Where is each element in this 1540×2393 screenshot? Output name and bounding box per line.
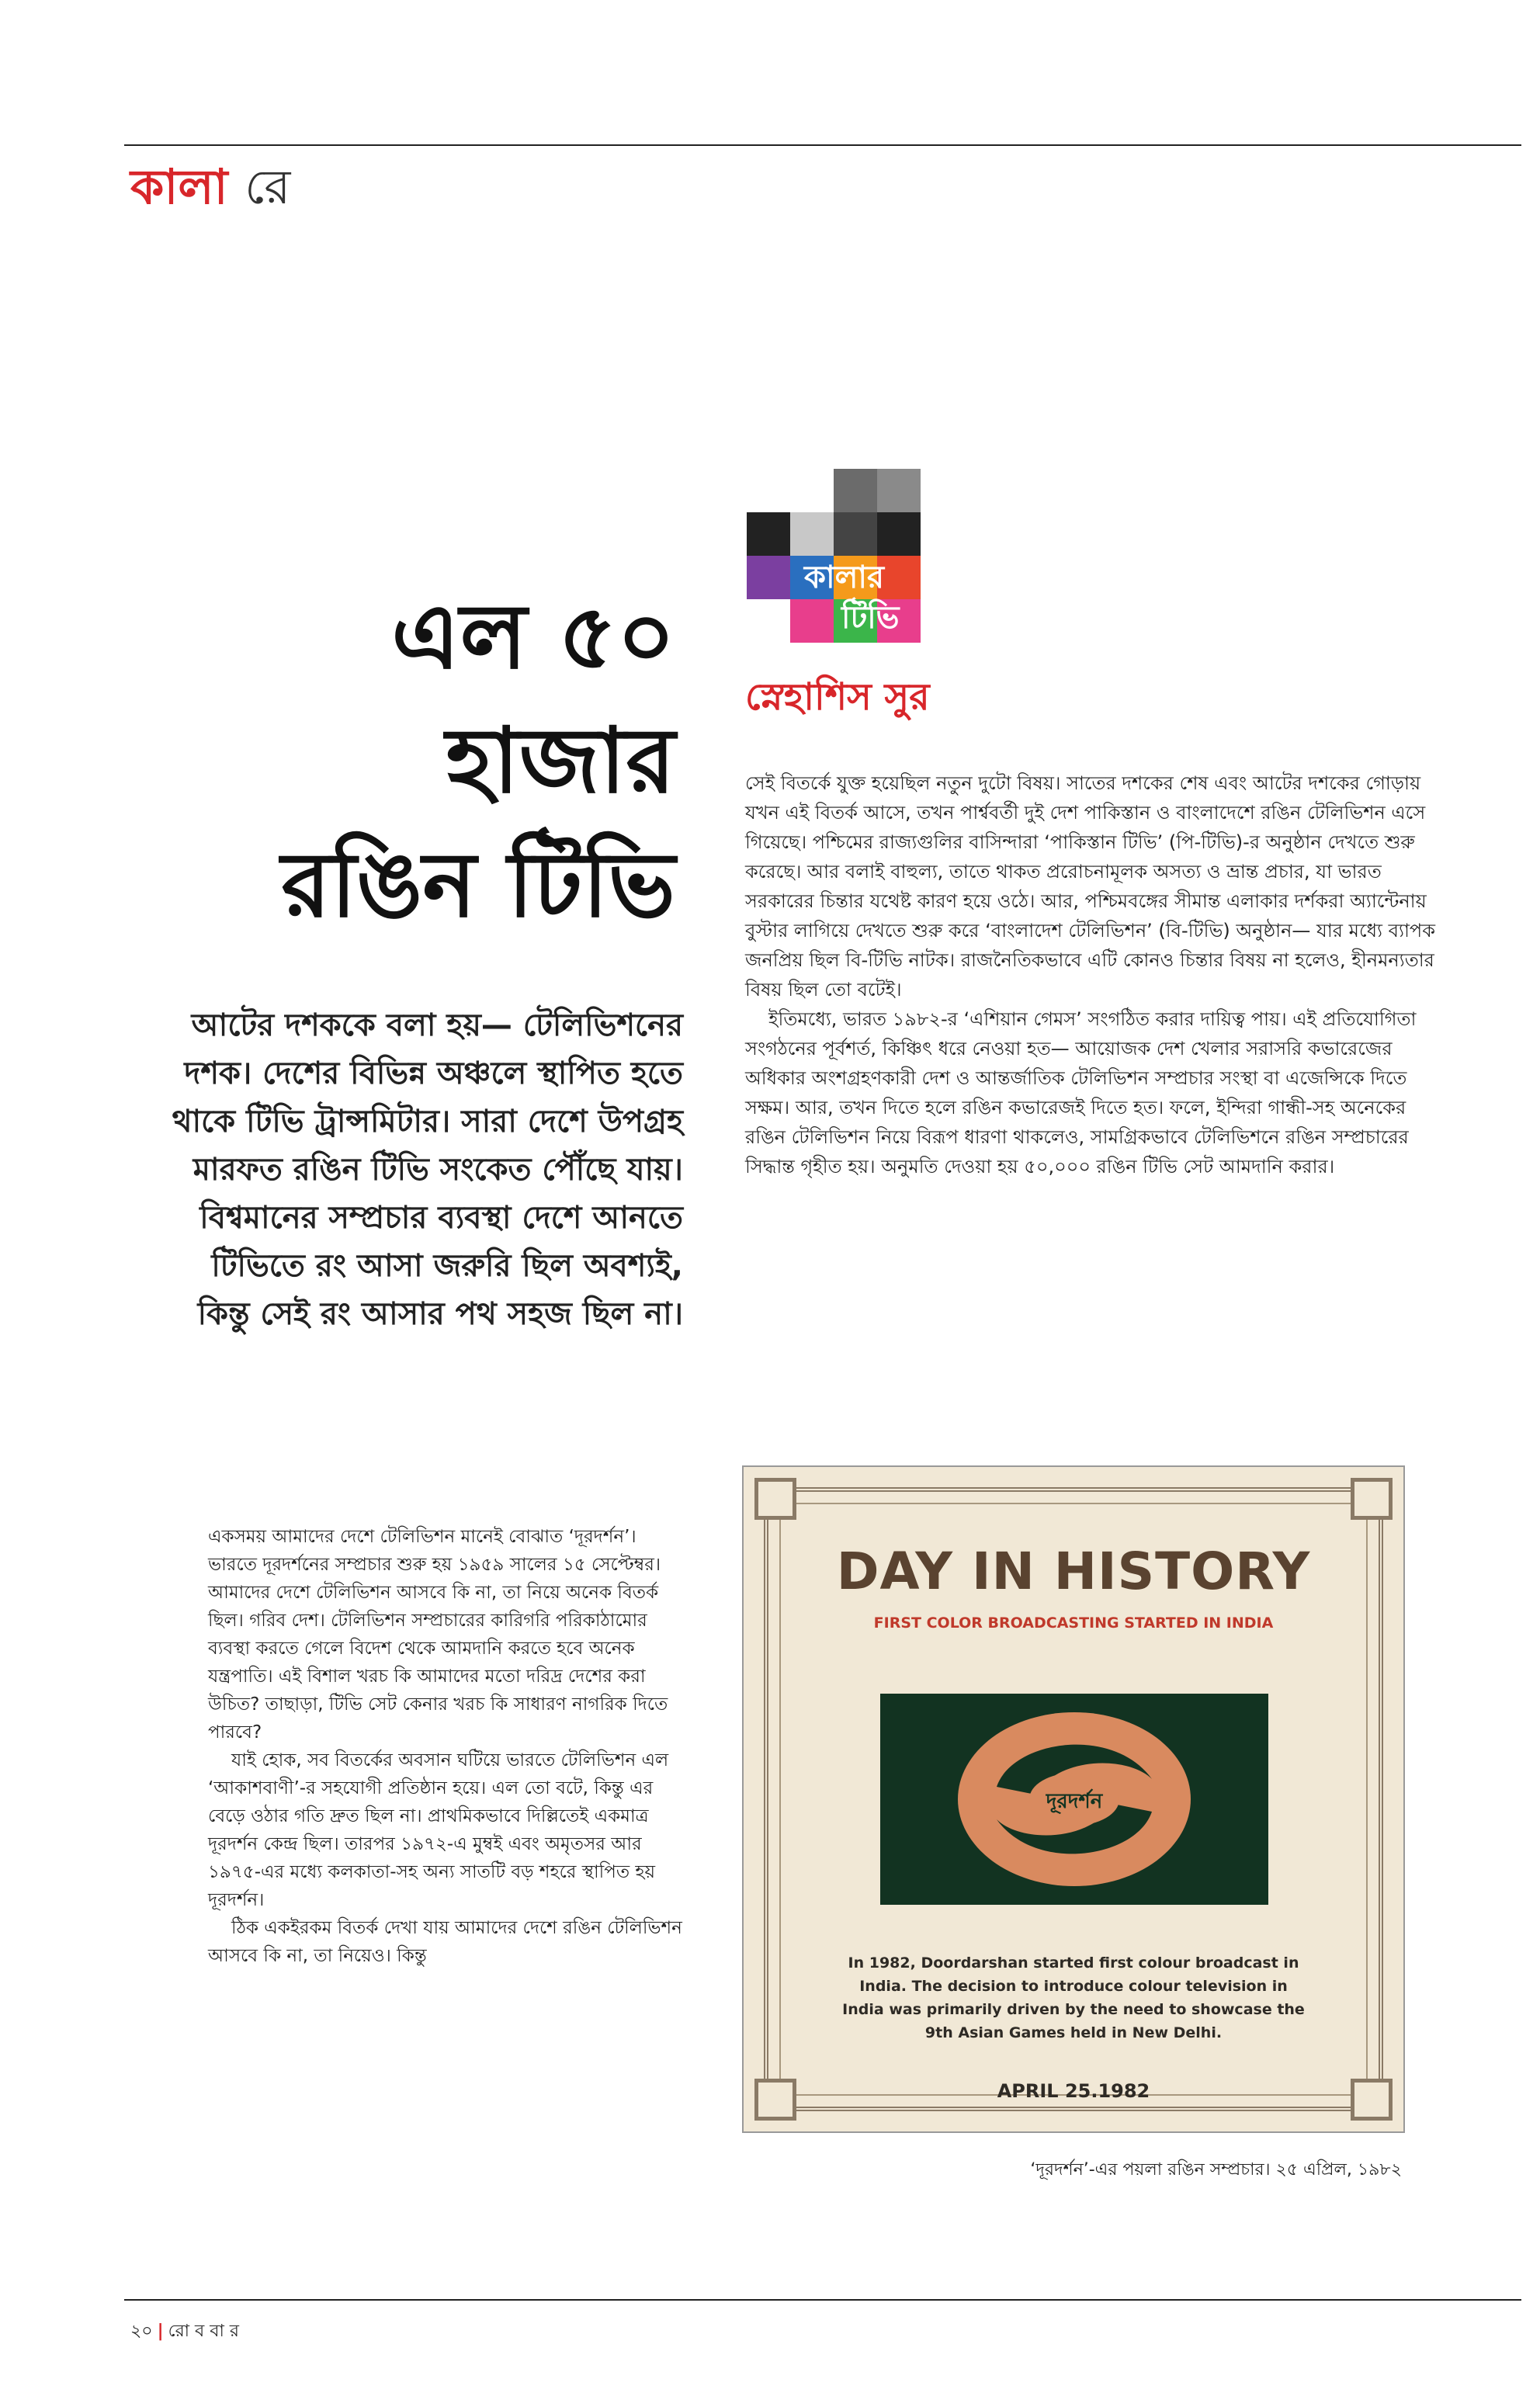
image-subtitle: FIRST COLOR BROADCASTING STARTED IN INDIA [873,1614,1274,1632]
paragraph: সেই বিতর্কে যুক্ত হয়েছিল নতুন দুটো বিষয়। সাতের দশকের শেষ এবং আটের দশকের গোড়ায় যখন এই বিতর্ক আসে, তখন পার্শ্ববর্তী দুই দেশ পাকিস্তান ও বাংলাদেশে রঙিন টেলিভিশন এসে গিয়েছে। পশ্চিমের রাজ্যগুলির বাসিন্দারা ‘পাকিস্তান টিভি’ (পি-টিভি)-র অনুষ্ঠান দেখতে শুরু করেছে। আর বলাই বাহুল্য, তাতে থাকত প্ররোচনামূলক অসত্য ও ভ্রান্ত প্রচার, যা ভারত সরকারের চিন্তার যথেষ্ট কারণ হয়ে ওঠে। আর, পশ্চিমবঙ্গের সীমান্ত এলাকার দর্শকরা অ্যান্টেনায় বুস্টার লাগিয়ে দেখতে শুরু করে ‘বাংলাদেশ টেলিভিশন’ (বি-টিভি) অনুষ্ঠান— যার মধ্যে ব্যাপক জনপ্রিয় ছিল বি-টিভি নাটক। রাজনৈতিকভাবে এটি কোনও চিন্তার বিষয় না হলেও, হীনমন্যতার বিষয় ছিল তো বটেই। [745,772,1436,1001]
corner-ornament [1351,1478,1393,1520]
headline-line: রঙিন টিভি [281,832,675,938]
headline-line: এল ৫০ [391,584,675,689]
byline: স্নেহাশিস সুর [745,675,930,719]
section-label: কালা রে [130,158,291,215]
bottom-rule [124,2299,1521,2301]
paragraph: একসময় আমাদের দেশে টেলিভিশন মানেই বোঝাত ‘দূরদর্শন’। ভারতে দূরদর্শনের সম্প্রচার শুরু হয় ১৯৫৯ সালের ১৫ সেপ্টেম্বর। আমাদের দেশে টেলিভিশন আসবে কি না, তা নিয়ে অনেক বিতর্ক ছিল। গরিব দেশ। টেলিভিশন সম্প্রচারের কারিগরি পরিকাঠামোর ব্যবস্থা করতে গেলে বিদেশ থেকে আমদানি করতে হবে অনেক যন্ত্রপাতি। এই বিশাল খরচ কি আমাদের মতো দরিদ্র দেশের করা উচিত? তাছাড়া, টিভি সেট কেনার খরচ কি সাধারণ নাগরিক দিতে পারবে? [208,1527,668,1743]
folio [130,2318,239,2346]
folio-separator: | [157,2322,164,2341]
headline [85,574,675,947]
headline-line: হাজার [446,708,675,813]
top-rule [124,144,1521,146]
doordarshan-logo-still [880,1694,1268,1905]
page-number: ২০ [130,2322,153,2341]
paragraph: যাই হোক, সব বিতর্কের অবসান ঘটিয়ে ভারতে টেলিভিশন এল ‘আকাশবাণী’-র সহযোগী প্রতিষ্ঠান হয়ে। এল তো বটে, কিন্তু এর বেড়ে ওঠার গতি দ্রুত ছিল না। প্রাথমিকভাবে দিল্লিতেই একমাত্র দূরদর্শন কেন্দ্র ছিল। তারপর ১৯৭২-এ মুম্বই এবং অমৃতসর আর ১৯৭৫-এর মধ্যে কলকাতা-সহ অন্য সাতটি বড় শহরে স্থাপিত হয় দূরদর্শন। [208,1750,669,1910]
photo-caption: ‘দূরদর্শন’-এর পয়লা রঙিন সম্প্রচার। ২৫ এপ্রিল, ১৯৮২ [1030,2160,1402,2180]
body-text-right [745,768,1444,1181]
image-title: DAY IN HISTORY [836,1542,1311,1601]
logo-line-1: কালার [804,560,884,595]
doordarshan-logo-text: দূরদর্শন [1046,1790,1103,1813]
publication-name: রো ব বা র [168,2322,240,2341]
standfirst: আটের দশককে বলা হয়— টেলিভিশনের দশক। দেশের বিভিন্ন অঞ্চলে স্থাপিত হতে থাকে টিভি ট্রান্সমিটার। সারা দেশে উপগ্রহ মারফত রঙিন টিভি সংকেত পৌঁছে যায়। বিশ্বমানের সম্প্রচার ব্যবস্থা দেশে আনতে টিভিতে রং আসা জরুরি ছিল অবশ্যই, কিন্তু সেই রং আসার পথ সহজ ছিল না। [172,1007,683,1332]
body-text-left [208,1523,689,1970]
corner-ornament [754,1478,796,1520]
paragraph: ইতিমধ্যে, ভারত ১৯৮২-র ‘এশিয়ান গেমস’ সংগঠিত করার দায়িত্ব পায়। এই প্রতিযোগিতা সংগঠনের পূর্বশর্ত, কিঞ্চিৎ ধরে নেওয়া হত— আয়োজক দেশ খেলার সরাসরি কভারেজের অধিকার অংশগ্রহণকারী দেশ ও আন্তর্জাতিক টেলিভিশন সম্প্রচার সংস্থা বা এজেন্সিকে দিতে সক্ষম। আর, তখন দিতে হলে রঙিন কভারেজই দিতে হত। ফলে, ইন্দিরা গান্ধী-সহ অনেকের রঙিন টেলিভিশন নিয়ে বিরূপ ধারণা থাকলেও, সামগ্রিকভাবে টেলিভিশনে রঙিন সম্প্রচারের সিদ্ধান্ত গৃহীত হয়। অনুমতি দেওয়া হয় ৫০,০০০ রঙিন টিভি সেট আমদানি করার। [745,1008,1417,1177]
image-caption-text: In 1982, Doordarshan started first colour broadcast in India. The decision to introduce colour television in India was primarily driven by the need to showcase the 9th Asian Games held in New Delhi. [842,1954,1305,2041]
day-in-history-image [742,1465,1405,2133]
logo-line-2: টিভি [841,600,900,636]
image-date: APRIL 25.1982 [997,2080,1150,2102]
paragraph: ঠিক একইরকম বিতর্ক দেখা যায় আমাদের দেশে রঙিন টেলিভিশন আসবে কি না, তা নিয়েও। কিন্তু [208,1918,682,1966]
colour-tv-logo [747,469,933,643]
